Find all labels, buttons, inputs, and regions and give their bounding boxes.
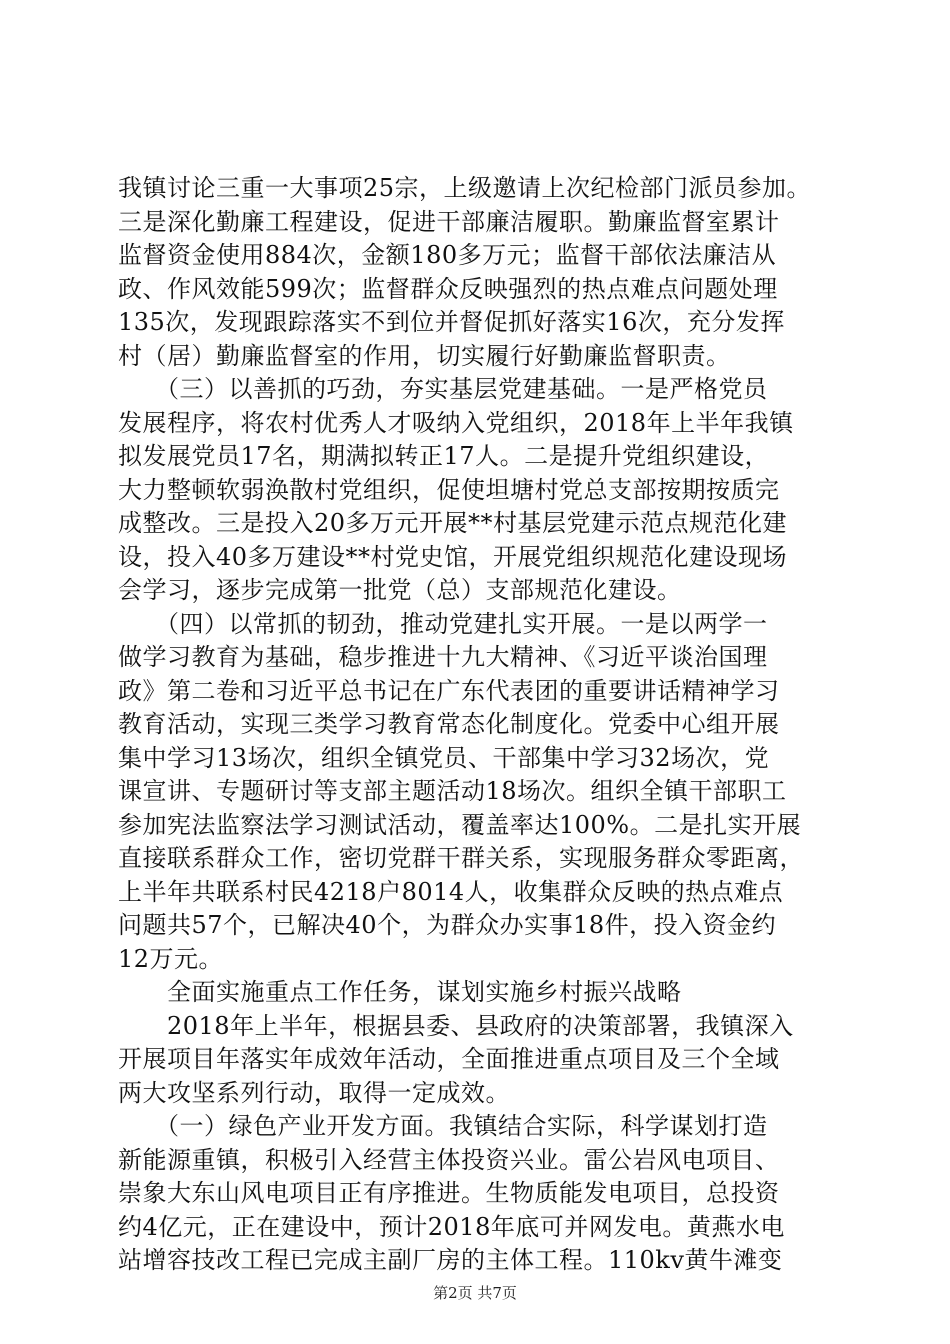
text-line: 成整改。三是投入20多万元开展**村基层党建示范点规范化建 [118, 509, 788, 537]
text-line: 新能源重镇，积极引入经营主体投资兴业。雷公岩风电项目、 [118, 1145, 780, 1174]
text-line: （三）以善抓的巧劲，夯实基层党建基础。一是严格党员 [118, 375, 768, 403]
text-line: 设，投入40多万建设**村党史馆，开展党组织规范化建设现场 [118, 542, 788, 571]
text-line: 12万元。 [118, 944, 224, 973]
text-line: 我镇讨论三重一大事项25宗，上级邀请上次纪检部门派员参加。 [118, 174, 812, 202]
text-line: 集中学习13场次，组织全镇党员、干部集中学习32场次，党 [118, 743, 770, 772]
text-line: 2018年上半年，根据县委、县政府的决策部署，我镇深入 [118, 1011, 794, 1040]
text-line: 135次，发现跟踪落实不到位并督促抓好落实16次，充分发挥 [118, 308, 785, 336]
text-line: 崇象大东山风电项目正有序推进。生物质能发电项目，总投资 [118, 1179, 780, 1207]
text-line: 教育活动，实现三类学习教育常态化制度化。党委中心组开展 [118, 710, 780, 738]
text-line: 两大攻坚系列行动，取得一定成效。 [118, 1078, 510, 1107]
text-line: 参加宪法监察法学习测试活动，覆盖率达100%。二是扎实开展 [118, 810, 802, 839]
section-heading: 全面实施重点工作任务，谋划实施乡村振兴战略 [118, 978, 682, 1006]
page-number-footer: 第2页 共7页 [433, 1284, 517, 1302]
text-line: 开展项目年落实年成效年活动，全面推进重点项目及三个全域 [118, 1045, 780, 1073]
text-line: 三是深化勤廉工程建设，促进干部廉洁履职。勤廉监督室累计 [118, 207, 780, 236]
text-line: 政》第二卷和习近平总书记在广东代表团的重要讲话精神学习 [118, 676, 780, 705]
text-line: 课宣讲、专题研讨等支部主题活动18场次。组织全镇干部职工 [118, 777, 787, 805]
text-line: 政、作风效能599次；监督群众反映强烈的热点难点问题处理 [118, 274, 778, 303]
text-line: 上半年共联系村民4218户8014人，收集群众反映的热点难点 [118, 877, 784, 906]
text-line: 村（居）勤廉监督室的作用，切实履行好勤廉监督职责。 [118, 341, 731, 370]
text-line: 做学习教育为基础，稳步推进十九大精神、《习近平谈治国理 [118, 643, 768, 671]
text-line: 监督资金使用884次，金额180多万元；监督干部依法廉洁从 [118, 241, 777, 269]
text-line: （一）绿色产业开发方面。我镇结合实际，科学谋划打造 [118, 1112, 768, 1140]
text-line: 问题共57个，已解决40个，为群众办实事18件，投入资金约 [118, 911, 777, 939]
text-line: 直接联系群众工作，密切党群干群关系，实现服务群众零距离， [118, 844, 804, 872]
text-line: 拟发展党员17名，期满拟转正17人。二是提升党组织建设， [118, 442, 770, 470]
text-line: 大力整顿软弱涣散村党组织，促使坦塘村党总支部按期按质完 [118, 475, 780, 504]
text-line: 发展程序，将农村优秀人才吸纳入党组织，2018年上半年我镇 [118, 408, 794, 437]
text-line: （四）以常抓的韧劲，推动党建扎实开展。一是以两学一 [118, 609, 768, 638]
text-line: 约4亿元，正在建设中，预计2018年底可并网发电。黄燕水电 [118, 1212, 785, 1241]
document-body [118, 172, 838, 1278]
text-line: 会学习，逐步完成第一批党（总）支部规范化建设。 [118, 576, 682, 604]
text-line: 站增容技改工程已完成主副厂房的主体工程。110kv黄牛滩变 [118, 1246, 783, 1274]
